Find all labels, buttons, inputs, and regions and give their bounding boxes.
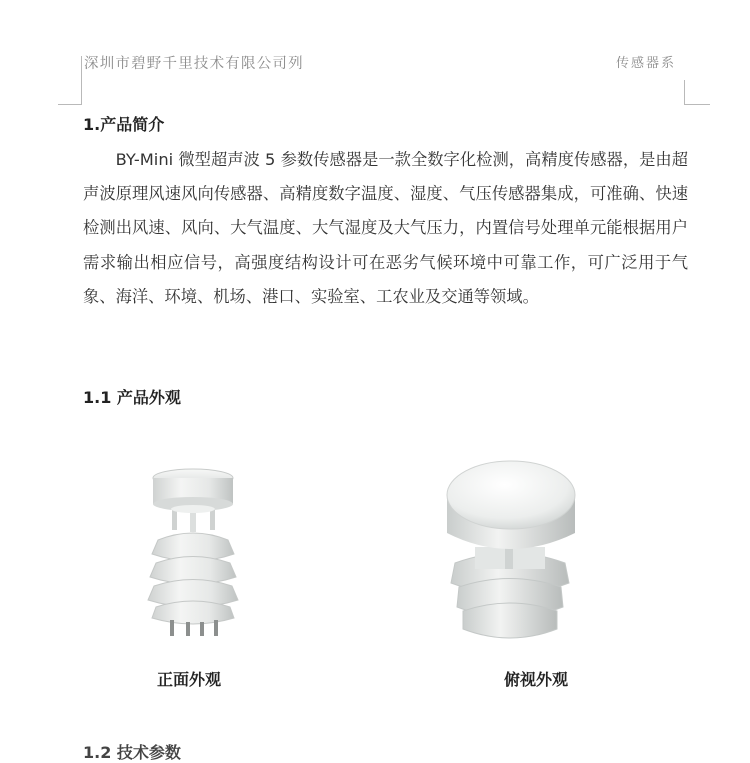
section-title-product-intro: 1.产品简介	[83, 115, 165, 134]
caption-front-view: 正面外观	[157, 670, 222, 689]
sensor-front-image	[128, 460, 258, 645]
page-corner-mark-right	[684, 80, 685, 104]
header-series-suffix: 列	[288, 56, 304, 72]
section-title-product-appearance: 1.1 产品外观	[83, 388, 181, 407]
page-corner-mark-left	[81, 56, 82, 104]
caption-top-view: 俯视外观	[504, 670, 569, 689]
section-title-tech-params: 1.2 技术参数	[83, 743, 181, 762]
sensor-top-image	[435, 455, 585, 650]
product-intro-paragraph: BY-Mini 微型超声波 5 参数传感器是一款全数字化检测，高精度传感器，是由超声波原理风速风向传感器、高精度数字温度、湿度、气压传感器集成，可准确、快速检测出风速、风向、大气温度、大气湿度及大气压力，内置信号处理单元能根据用户需求输出相应信号，高强度结构设计可在恶劣气候环境中可靠工作，可广泛用于气象、海洋、环境、机场、港口、实验室、工农业及交通等领域。	[83, 150, 688, 306]
page-header-series: 传感器系	[616, 56, 677, 71]
page-header-company	[84, 52, 324, 76]
header-company-name: 深圳市碧野千里技术有限公司	[84, 56, 289, 72]
page-corner-mark-right-h	[684, 104, 710, 105]
page-corner-mark-left-h	[58, 104, 82, 105]
